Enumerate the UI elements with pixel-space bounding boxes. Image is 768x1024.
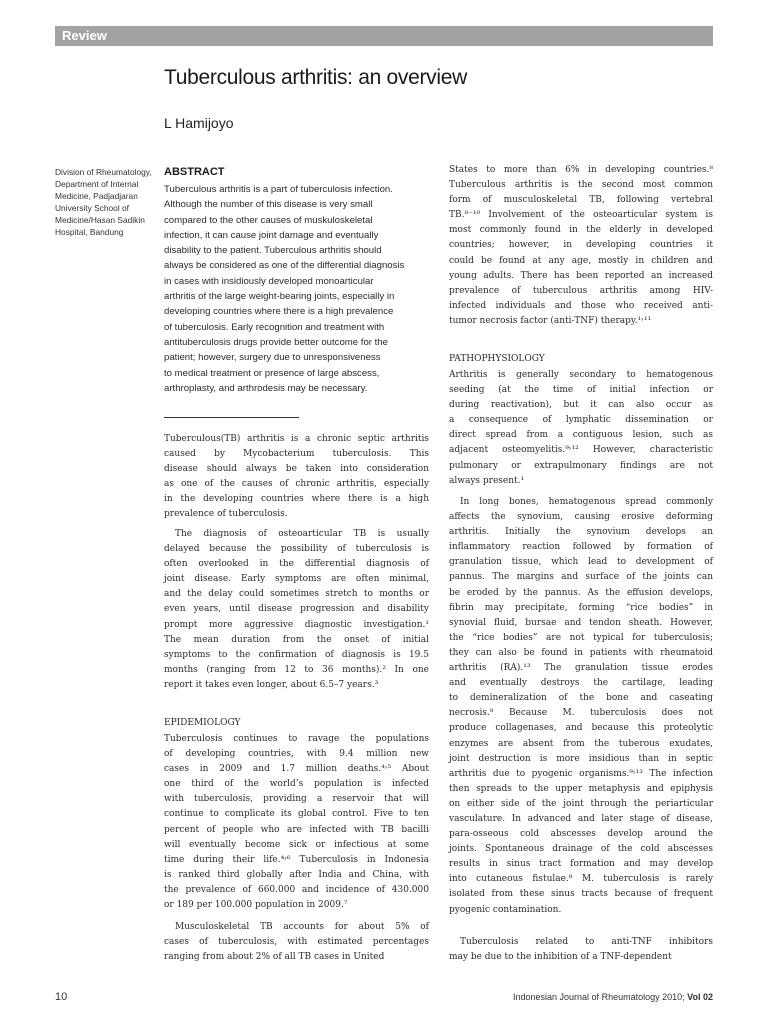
text-line: cases of tuberculosis, with estimated percentages bbox=[164, 937, 429, 948]
text-line: disease should always be taken into consideration bbox=[164, 464, 429, 475]
text-line: Tuberculous arthritis is the second most common bbox=[449, 180, 713, 191]
epidemiology-body bbox=[164, 732, 429, 913]
text-line: para-osseous cold abscesses develop around the bbox=[449, 829, 713, 840]
text-line: synovial fluid, bursae and tendon sheath. However, bbox=[449, 617, 713, 628]
text-line: or 189 per 100.000 population in 2009.⁷ bbox=[164, 900, 348, 911]
abstract-line: patient; however, surgery due to unresponsiveness bbox=[164, 352, 381, 364]
text-line: the “rice bodies” are not typical for tuberculosis; bbox=[449, 632, 713, 643]
text-line: will eventually become sick or infectious at some bbox=[164, 839, 429, 850]
abstract-heading: ABSTRACT bbox=[164, 166, 225, 178]
abstract-line: infection, it can cause joint damage and eventually bbox=[164, 229, 379, 241]
text-line: joints. Spontaneous drainage of the cold abscesses bbox=[449, 844, 713, 855]
text-line: be eroded by the pannus. As the effusion develops, bbox=[449, 587, 713, 598]
journal-name: Indonesian Journal of Rheumatology 2010; bbox=[513, 992, 685, 1002]
pathophysiology-heading: PATHOPHYSIOLOGY bbox=[449, 354, 545, 364]
text-line: always present.¹ bbox=[449, 475, 525, 486]
text-line: of developing countries, with 9.4 million new bbox=[164, 749, 429, 760]
abstract-line: to medical treatment or presence of large abscess, bbox=[164, 367, 380, 379]
text-line: The mean duration from the onset of initial bbox=[164, 634, 429, 645]
text-line: pyogenic contamination. bbox=[449, 904, 562, 915]
abstract-line: Tuberculous arthritis is a part of tuberculosis infection. bbox=[164, 184, 393, 195]
text-line: percent of people who are infected with TB bacilli bbox=[164, 824, 429, 835]
text-line: ranging from about 2% of all TB cases in United bbox=[164, 952, 385, 963]
text-line: in the developing countries where there is a high bbox=[164, 494, 429, 505]
text-line: results in sinus tract formation and may develop bbox=[449, 859, 713, 870]
text-line: seeding (at the time of initial infection or bbox=[449, 385, 713, 396]
text-line: often overlooked in the differential diagnosis of bbox=[164, 559, 429, 570]
text-line: Musculoskeletal TB accounts for about 5% of bbox=[175, 922, 429, 932]
affiliation bbox=[55, 166, 159, 238]
text-line: a consequence of lymphatic dissemination or bbox=[449, 415, 713, 426]
text-line: The diagnosis of osteoarticular TB is usually bbox=[175, 529, 429, 539]
left-column-intro bbox=[164, 432, 429, 523]
text-line: continue to complicate its global control. Five to ten bbox=[164, 809, 429, 820]
text-line: Tuberculosis continues to ravage the populations bbox=[164, 734, 429, 744]
text-line: delayed because the possibility of tuberculosis is bbox=[164, 544, 429, 555]
section-label: Review bbox=[62, 28, 107, 43]
text-line: cases in 2009 and 1.7 million deaths.⁴˒⁵ About bbox=[164, 764, 429, 775]
text-line: produce collagenases, and because this proteolytic bbox=[449, 723, 713, 734]
abstract-line: disability to the patient. Tuberculous arthritis should bbox=[164, 245, 382, 257]
text-line: arthritis due to pyogenic organisms.⁹˒¹³ The infection bbox=[449, 768, 713, 779]
musculoskeletal-para bbox=[164, 920, 429, 965]
text-line: most commonly found in the elderly in developed bbox=[449, 225, 713, 236]
text-line: may be due to the inhibition of a TNF-dependent bbox=[449, 952, 672, 963]
journal-footer bbox=[513, 992, 713, 1002]
text-line: Arthritis is generally secondary to hematogenous bbox=[449, 370, 713, 380]
text-line: granulation tissue, which lead to development of bbox=[449, 557, 713, 568]
text-line: into cutaneous fistulae.⁸ M. tuberculosis is rarely bbox=[449, 874, 713, 885]
text-line: Tuberculosis related to anti-TNF inhibitors bbox=[460, 937, 713, 947]
text-line: one third of the world’s population is infected bbox=[164, 779, 429, 790]
right-column-continuation bbox=[449, 163, 713, 329]
pathophysiology-para2 bbox=[449, 495, 713, 918]
text-line: pulmonary or extrapulmonary findings are not bbox=[449, 460, 713, 471]
journal-volume: Vol 02 bbox=[687, 992, 713, 1002]
text-line: adjacent osteomyelitis.⁹˒¹² However, characteristic bbox=[449, 445, 713, 456]
text-line: as one of the causes of chronic arthritis, especially bbox=[164, 479, 429, 490]
abstract-line: developing countries where there is a high prevalence bbox=[164, 306, 394, 318]
text-line: States to more than 6% in developing countries.⁸ bbox=[449, 165, 713, 175]
text-line: form of musculoskeletal TB, following vertebral bbox=[449, 195, 713, 206]
text-line: pannus. The margins and surface of the joints can bbox=[449, 572, 713, 583]
text-line: the prevalence of 660.000 and incidence of 430.000 bbox=[164, 884, 429, 895]
abstract-line: Although the number of this disease is very small bbox=[164, 199, 373, 211]
text-line: even years, until disease progression and disability bbox=[164, 604, 429, 615]
text-line: to demineralization of the bone and caseating bbox=[449, 693, 713, 704]
text-line: during reactivation), but it can also occur as bbox=[449, 400, 713, 411]
left-column-para2 bbox=[164, 527, 429, 693]
text-line: infected individuals and those who received anti- bbox=[449, 300, 713, 311]
affiliation-line: University School of bbox=[55, 203, 130, 213]
text-line: necrosis.⁸ Because M. tuberculosis does not bbox=[449, 708, 713, 719]
abstract-divider bbox=[164, 417, 299, 418]
epidemiology-heading: EPIDEMIOLOGY bbox=[164, 718, 241, 728]
text-line: prompt more aggressive diagnostic investigation.¹ bbox=[164, 619, 429, 630]
text-line: affects the synovium, causing erosive deforming bbox=[449, 512, 713, 523]
text-line: fibrin may precipitate, forming “rice bodies” in bbox=[449, 602, 713, 613]
text-line: and eventually destroys the cartilage, leading bbox=[449, 678, 713, 689]
text-line: countries; however, in developing countries it bbox=[449, 240, 713, 251]
text-line: and the delay could sometimes stretch to months or bbox=[164, 589, 429, 600]
text-line: direct spread from a contiguous lesion, such as bbox=[449, 430, 713, 441]
affiliation-line: Medicine/Hasan Sadikin bbox=[55, 215, 145, 225]
text-line: months (ranging from 12 to 36 months).² In one bbox=[164, 664, 429, 675]
text-line: Tuberculous(TB) arthritis is a chronic septic arthritis bbox=[164, 434, 429, 444]
text-line: is ranked third globally after India and China, with bbox=[164, 869, 429, 880]
text-line: caused by Mycobacterium tuberculosis. This bbox=[164, 449, 429, 460]
text-line: young adults. There has been reported an increased bbox=[449, 270, 713, 281]
text-line: enzymes are absent from the tuberous exudates, bbox=[449, 738, 713, 749]
text-line: arthritis. Initially the synovium develops an bbox=[449, 527, 713, 538]
anti-tnf-para bbox=[449, 935, 713, 965]
text-line: on either side of the joint through the periarticular bbox=[449, 798, 713, 809]
text-line: TB.⁸⁻¹⁰ Involvement of the osteoarticular system is bbox=[449, 210, 713, 221]
text-line: with tuberculosis, providing a reservoir that will bbox=[164, 794, 429, 805]
article-author: L Hamijoyo bbox=[164, 115, 234, 131]
text-line: joint disease. Early symptoms are often minimal, bbox=[164, 574, 429, 585]
article-title: Tuberculous arthritis: an overview bbox=[164, 66, 467, 89]
text-line: tumor necrosis factor (anti-TNF) therapy.¹˒¹¹ bbox=[449, 315, 652, 326]
text-line: report it takes even longer, about 6.5–7 years.³ bbox=[164, 679, 379, 690]
affiliation-line: Medicine, Padjadjaran bbox=[55, 191, 138, 201]
abstract-line: of tuberculosis. Early recognition and treatment with bbox=[164, 321, 385, 333]
text-line: prevalence of tuberculosis. bbox=[164, 509, 288, 520]
abstract-body bbox=[164, 182, 434, 396]
text-line: then spreads to the upper metaphysis and epiphysis bbox=[449, 783, 713, 794]
text-line: arthritis (RA).¹³ The granulation tissue erodes bbox=[449, 663, 713, 674]
abstract-line: arthroplasty, and arthrodesis may be necessary. bbox=[164, 382, 368, 394]
page-number: 10 bbox=[55, 991, 68, 1003]
text-line: joint destruction is more insidious than in septic bbox=[449, 753, 713, 764]
affiliation-line: Department of Internal bbox=[55, 179, 139, 189]
text-line: time during their life.⁴˒⁶ Tuberculosis in Indonesia bbox=[164, 854, 429, 865]
text-line: symptoms to the confirmation of diagnosis is 19.5 bbox=[164, 649, 429, 660]
text-line: inflammatory reaction followed by formation of bbox=[449, 542, 713, 553]
affiliation-line: Division of Rheumatology, bbox=[55, 167, 152, 177]
section-bar bbox=[55, 26, 713, 46]
text-line: vasculature. In advanced and later stage of disease, bbox=[449, 813, 713, 824]
abstract-line: compared to the other causes of muskuloskeletal bbox=[164, 214, 373, 226]
abstract-line: in cases with insidiously developed monoarticular bbox=[164, 275, 374, 287]
text-line: prevalence of tuberculous arthritis among HIV- bbox=[449, 285, 713, 296]
text-line: they can also be found in patients with rheumatoid bbox=[449, 647, 713, 658]
text-line: In long bones, hematogenous spread commonly bbox=[460, 497, 713, 507]
abstract-line: arthritis of the large weight-bearing joints, especially in bbox=[164, 291, 395, 303]
abstract-line: always be considered as one of the differential diagnosis bbox=[164, 260, 405, 272]
affiliation-line: Hospital, Bandung bbox=[55, 227, 124, 237]
abstract-line: antituberculosis drugs provide better outcome for the bbox=[164, 336, 388, 348]
text-line: could be found at any age, mostly in children and bbox=[449, 255, 713, 266]
text-line: isolated from these sinus tracts because of frequent bbox=[449, 889, 713, 900]
pathophysiology-para1 bbox=[449, 368, 713, 489]
